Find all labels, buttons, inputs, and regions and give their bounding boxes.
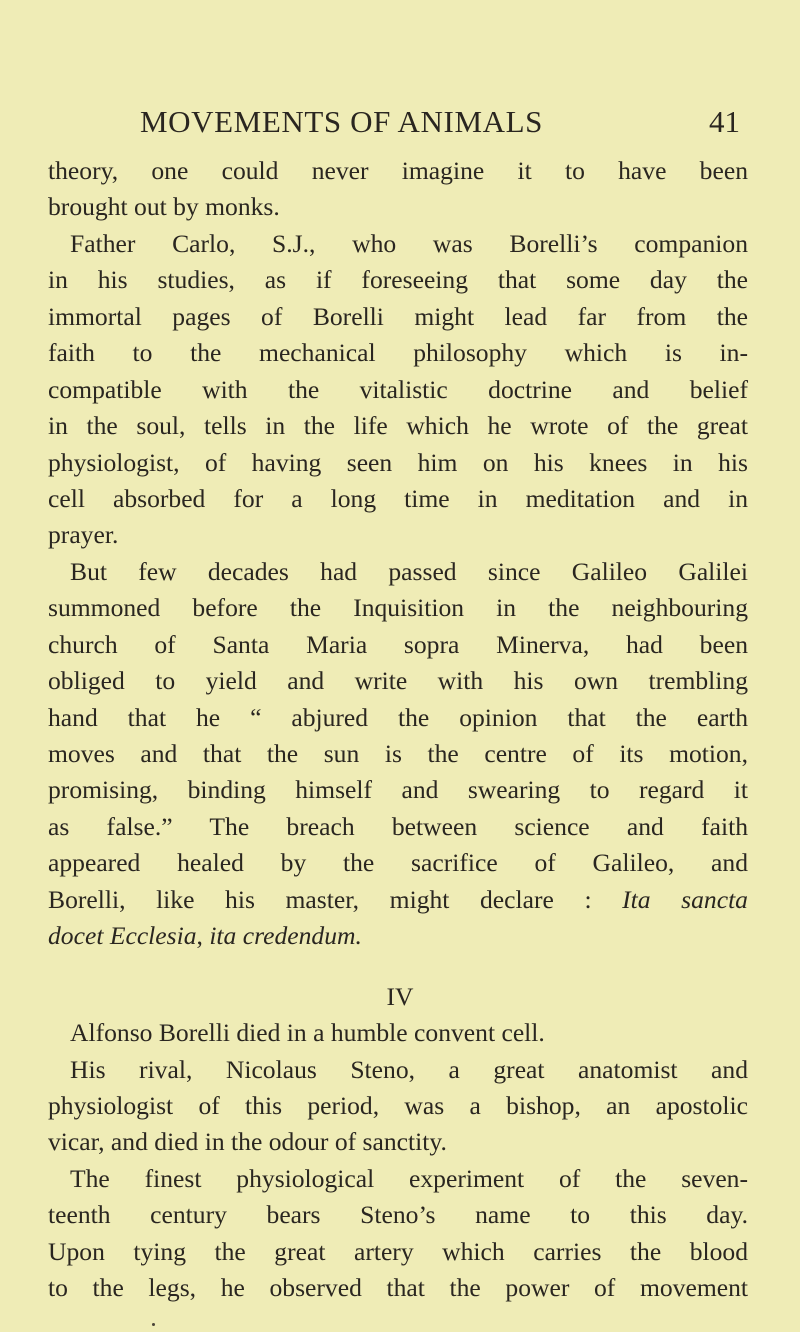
- running-head: MOVEMENTS OF ANIMALS: [140, 104, 543, 139]
- section-heading: IV: [386, 981, 414, 1011]
- text-line: physiologist of this period, was a bishop, an apostolic: [48, 1090, 748, 1120]
- text-span: ,: [196, 921, 210, 951]
- paragraph-start-line: Father Carlo, S.J., who was Borelli’s companion: [70, 228, 748, 258]
- text-line: in his studies, as if foreseeing that some day the: [48, 265, 748, 295]
- text-line: immortal pages of Borelli might lead far from the: [48, 301, 748, 331]
- text-line: to the legs, he observed that the power of movement: [48, 1273, 748, 1303]
- paragraph-start-line: His rival, Nicolaus Steno, a great anatomist and: [70, 1054, 748, 1084]
- paragraph-start-line: Alfonso Borelli died in a humble convent cell.: [70, 1018, 545, 1048]
- text-line: in the soul, tells in the life which he wrote of the great: [48, 411, 748, 441]
- latin-phrase: docet Ecclesia: [48, 921, 197, 951]
- latin-phrase: ita credendum.: [209, 921, 362, 951]
- paper-speck: [152, 1323, 155, 1326]
- text-line: cell absorbed for a long time in meditation and in: [48, 483, 748, 513]
- paragraph-start-line: The finest physiological experiment of the seven-: [70, 1163, 748, 1193]
- text-line: compatible with the vitalistic doctrine and belief: [48, 374, 748, 404]
- text-line: church of Santa Maria sopra Minerva, had been: [48, 629, 748, 659]
- body-text: [48, 153, 748, 1307]
- text-line: theory, one could never imagine it to have been: [48, 156, 748, 185]
- text-line: [48, 918, 748, 954]
- text-line: prayer.: [48, 520, 119, 550]
- text-line: brought out by monks.: [48, 192, 280, 222]
- text-line: summoned before the Inquisition in the neighbouring: [48, 593, 748, 623]
- page-number: 41: [709, 104, 740, 139]
- latin-phrase: Ita sancta: [622, 884, 748, 914]
- text-line: as false.” The breach between science and faith: [48, 811, 748, 841]
- text-line: physiologist, of having seen him on his knees in his: [48, 447, 748, 477]
- text-line: obliged to yield and write with his own trembling: [48, 666, 748, 696]
- text-span: Borelli, like his master, might declare :: [48, 884, 623, 914]
- text-line: vicar, and died in the odour of sanctity.: [48, 1127, 447, 1157]
- page-header: [140, 104, 740, 144]
- text-line: appeared healed by the sacrifice of Galileo, and: [48, 848, 748, 878]
- text-line: teenth century bears Steno’s name to this day.: [48, 1200, 748, 1230]
- spacer: [48, 955, 748, 979]
- text-line: moves and that the sun is the centre of its motion,: [48, 739, 748, 768]
- paragraph-start-line: But few decades had passed since Galileo Galilei: [70, 556, 748, 586]
- text-line: [48, 882, 748, 918]
- text-line: Upon tying the great artery which carries the blood: [48, 1236, 748, 1266]
- text-line: promising, binding himself and swearing to regard it: [48, 775, 748, 805]
- text-line: faith to the mechanical philosophy which is in-: [48, 338, 748, 368]
- text-line: hand that he “ abjured the opinion that the earth: [48, 702, 748, 732]
